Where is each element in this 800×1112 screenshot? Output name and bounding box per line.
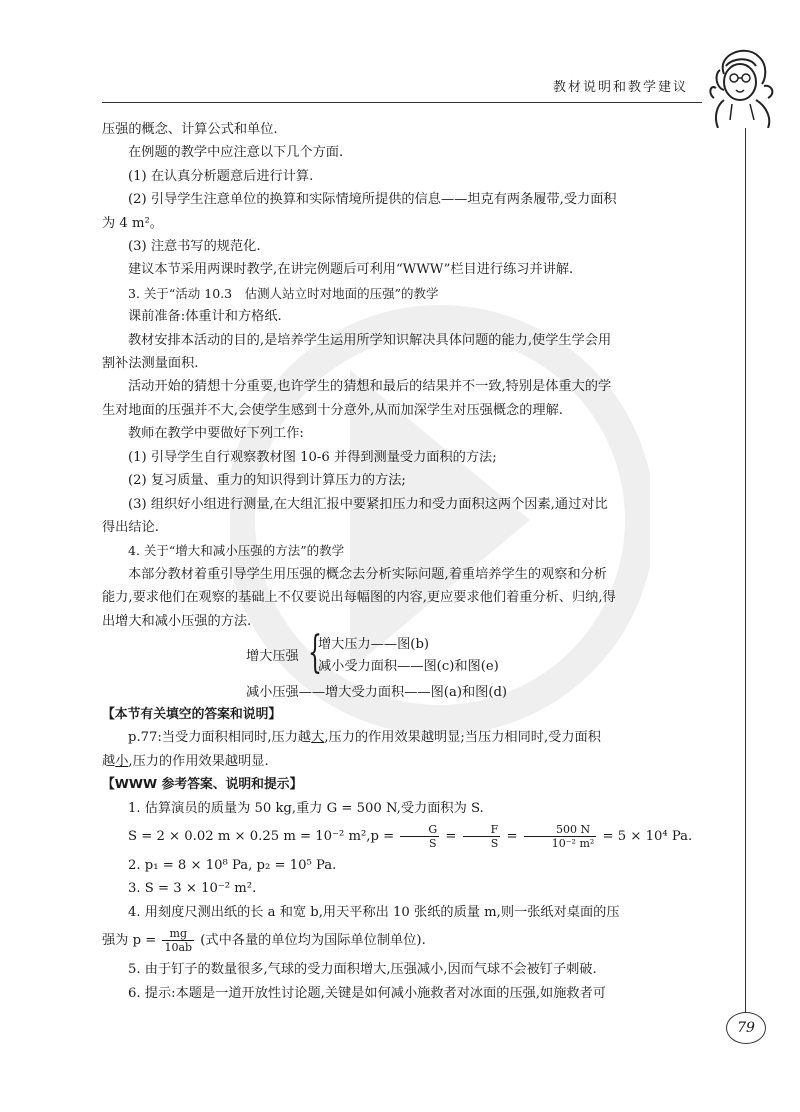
- text-line: 教材安排本活动的目的,是培养学生运用所学知识解决具体问题的能力,使学生学会用: [128, 332, 612, 348]
- www-answer: 1. 估算演员的质量为 50 kg,重力 G = 500 N,受力面积为 S.: [128, 800, 484, 816]
- answer-text: ,压力的作用效果越明显;当压力相同时,受力面积: [324, 730, 601, 746]
- fraction: [524, 823, 597, 850]
- text-line: (1) 在认真分析题意后进行计算.: [128, 168, 314, 184]
- section-title-www: 【WWW 参考答案、说明和提示】: [102, 777, 303, 793]
- formula-line: S = 2 × 0.02 m × 0.25 m = 10⁻² m²,p = $\frac{G}{S}$ = $\frac{F}{S}$ = $\frac{500 N}{\text{10⁻² m²}}$ = 5 × 10⁴ Pa.: [128, 822, 693, 850]
- brace-item: 减小压强——增大受力面积——图(a)和图(d): [246, 684, 508, 700]
- formula-text: = 5 × 10⁴ Pa.: [602, 828, 693, 844]
- text-line: 课前准备:体重计和方格纸.: [128, 309, 282, 325]
- text-line: 得出结论.: [102, 519, 159, 535]
- fraction-denominator: S: [429, 836, 437, 850]
- fraction-numerator: mg: [162, 927, 194, 941]
- answer-blank: 小: [115, 753, 129, 769]
- brace-label: 增大压强: [246, 648, 299, 664]
- text-line: 压强的概念、计算公式和单位.: [102, 122, 278, 137]
- text-line: 生对地面的压强并不大,会使学生感到十分意外,从而加深学生对压强概念的理解.: [102, 402, 563, 418]
- brace-item: 增大压力——图(b): [318, 636, 430, 652]
- www-answer: 2. p₁ = 8 × 10⁸ Pa, p₂ = 10⁵ Pa.: [128, 857, 337, 873]
- brace-symbol: {: [308, 626, 322, 678]
- formula-text: 强为 p =: [102, 933, 157, 949]
- fraction-numerator: 500 N: [524, 823, 597, 837]
- margin-rule: [745, 128, 746, 1012]
- text-line: (1) 引导学生自行观察教材图 10-6 并得到测量受力面积的方法;: [128, 449, 497, 465]
- running-header: 教材说明和教学建议: [552, 80, 688, 95]
- brace-item: 减小受力面积——图(c)和图(e): [318, 658, 499, 674]
- answer-line: [102, 750, 702, 773]
- text-line: (3) 组织好小组进行测量,在大组汇报中要紧扣压力和受力面积这两个因素,通过对比: [128, 496, 608, 512]
- header-rule: [102, 102, 702, 103]
- fraction: [162, 927, 194, 954]
- text-line: (2) 复习质量、重力的知识得到计算压力的方法;: [128, 473, 406, 489]
- text-line: 教师在教学中要做好下列工作:: [128, 426, 304, 442]
- fraction: [400, 823, 439, 850]
- answer-blank: 大: [311, 730, 325, 746]
- text-line: 割补法测量面积.: [102, 356, 199, 372]
- text-line: 在例题的教学中应注意以下几个方面.: [128, 145, 344, 161]
- fraction-denominator: 10ab: [164, 941, 193, 955]
- fraction: [463, 823, 501, 850]
- brace-diagram: [246, 626, 702, 703]
- body-text: [102, 118, 702, 1005]
- section-heading: 4. 关于“增大和减小压强的方法”的教学: [128, 543, 345, 559]
- fraction-denominator: S: [490, 836, 499, 850]
- section-title-answers: 【本节有关填空的答案和说明】: [102, 706, 282, 722]
- text-line: 建议本节采用两课时教学,在讲完例题后可利用“WWW”栏目进行练习并讲解.: [128, 262, 574, 278]
- text-line: 本部分教材着重引导学生用压强的概念去分析实际问题,着重培养学生的观察和分析: [128, 566, 607, 582]
- section-heading: 3. 关于“活动 10.3 估测人站立时对地面的压强”的教学: [128, 285, 439, 301]
- fraction-numerator: F: [463, 823, 501, 837]
- text-line: 能力,要求他们在观察的基础上不仅要说出每幅图的内容,更应要求他们着重分析、归纳,得: [102, 590, 616, 606]
- page-number: 79: [726, 1012, 766, 1044]
- www-answer: 4. 用刻度尺测出纸的长 a 和宽 b,用天平称出 10 张纸的质量 m,则一张纸对桌面的压: [128, 904, 620, 920]
- answer-line: [102, 726, 702, 749]
- formula-line: [102, 924, 702, 958]
- answer-text: 越: [102, 753, 116, 769]
- answer-text: ,压力的作用效果越明显.: [128, 753, 269, 769]
- fraction-numerator: G: [400, 823, 439, 837]
- text-line: (3) 注意书写的规范化.: [128, 239, 261, 255]
- www-answer: 3. S = 3 × 10⁻² m².: [128, 881, 257, 897]
- formula-text: S = 2 × 0.02 m × 0.25 m = 10⁻² m²,p =: [128, 828, 395, 844]
- www-answer: 6. 提示:本题是一道开放性讨论题,关键是如何减小施救者对冰面的压强,如施救者可: [128, 985, 606, 1001]
- text-line: (2) 引导学生注意单位的换算和实际情境所提供的信息——坦克有两条履带,受力面积: [128, 192, 617, 208]
- formula-text: (式中各量的单位均为国际单位制单位).: [200, 933, 426, 949]
- text-line: 出增大和减小压强的方法.: [102, 613, 252, 629]
- text-line: 活动开始的猜想十分重要,也许学生的猜想和最后的结果并不一致,特别是体重大的学: [128, 379, 612, 395]
- answer-text: p.77:当受力面积相同时,压力越: [128, 730, 312, 746]
- cartoon-person-icon: [706, 44, 780, 128]
- text-line: 为 4 m²。: [102, 215, 163, 231]
- www-answer: 5. 由于钉子的数量很多,气球的受力面积增大,压强减小,因而气球不会被钉子刺破.: [128, 962, 597, 978]
- fraction-denominator: 10⁻² m²: [551, 836, 595, 850]
